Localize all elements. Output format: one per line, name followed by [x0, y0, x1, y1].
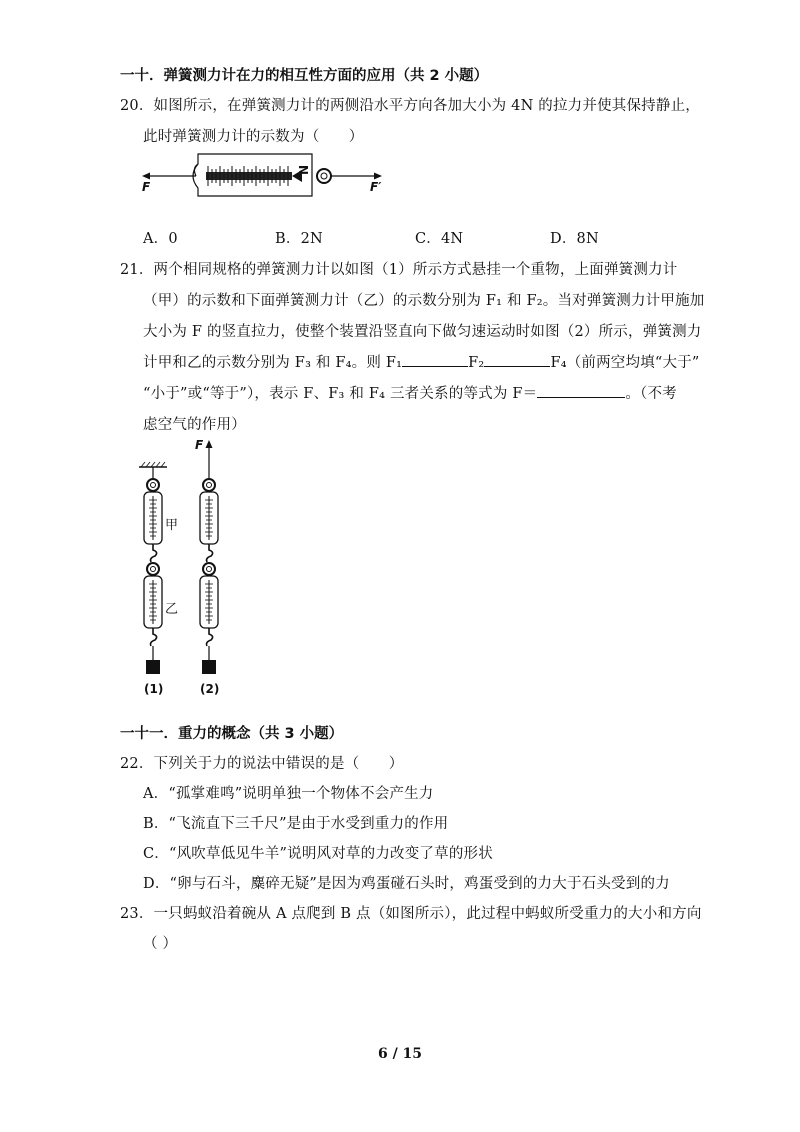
ring-4: [203, 563, 215, 575]
question-23-line2: （ ）: [143, 936, 178, 952]
blank-2[interactable]: [484, 352, 550, 367]
page-number: 6 / 15: [377, 1046, 423, 1062]
hook-4: [207, 628, 213, 646]
question-21-line6: 虑空气的作用）: [143, 417, 246, 433]
question-20-line2: 此时弹簧测力计的示数为（ ）: [143, 129, 364, 145]
question-23-line1: 23．一只蚂蚁沿着碗从 A 点爬到 B 点（如图所示），此过程中蚂蚁所受重力的大小和方向: [120, 906, 702, 922]
vertical-spring-scales-figure: [135, 438, 235, 683]
scale-jia-label: 甲: [165, 518, 179, 533]
scale-ticks: [208, 166, 288, 186]
hook-1: [151, 544, 157, 562]
ring-3: [203, 479, 215, 491]
question-21-line4: 计甲和乙的示数分别为 F₃ 和 F₄。则 F₁ F₂ F₄（前两空均填“大于”: [143, 351, 700, 372]
hook-2: [151, 628, 157, 646]
figure-caption-1: (1): [144, 682, 164, 696]
question-21-line1: 21．两个相同规格的弹簧测力计以如图（1）所示方式悬挂一个重物，上面弹簧测力计: [120, 262, 678, 278]
question-21-line3: 大小为 F 的竖直拉力，使整个装置沿竖直向下做匀速运动时如图（2）所示，弹簧测力: [143, 324, 702, 340]
question-22-option-b: B．“飞流直下三千尺”是由于水受到重力的作用: [143, 816, 449, 832]
right-arrowhead: [374, 173, 382, 180]
blank-1[interactable]: [402, 352, 468, 367]
option-a: A．0: [143, 231, 178, 247]
right-ring: [317, 169, 331, 183]
section-heading-11: 一十一．重力的概念（共 3 小题）: [120, 726, 344, 742]
scale-bar: [206, 172, 292, 180]
ring-1: [147, 479, 159, 491]
option-d: D．8N: [550, 231, 599, 247]
spring-scale-horizontal-figure: [140, 150, 390, 200]
option-b: B．2N: [275, 231, 323, 247]
question-22-option-a: A．“孤掌难鸣”说明单独一个物体不会产生力: [143, 786, 434, 802]
figure-caption-2: (2): [200, 682, 220, 696]
ring-2: [147, 563, 159, 575]
figure-left-force-label: F: [142, 180, 151, 194]
weight-2: [202, 660, 216, 674]
figure-force-label: F: [195, 438, 204, 452]
section-heading: 一十．弹簧测力计在力的相互性方面的应用（共 2 小题）: [120, 68, 489, 84]
blank-3[interactable]: [537, 383, 625, 398]
question-21-line5: “小于”或“等于”），表示 F、F₃ 和 F₄ 三者关系的等式为 F＝ 。（不考: [143, 382, 677, 403]
weight-1: [146, 660, 160, 674]
left-arrowhead: [142, 173, 150, 180]
scale-unit-label: N: [297, 164, 312, 176]
scale-yi-label: 乙: [165, 602, 179, 617]
question-22-stem: 22．下列关于力的说法中错误的是（ ）: [120, 756, 404, 772]
right-ring-inner: [321, 173, 327, 179]
question-21-line2: （甲）的示数和下面弹簧测力计（乙）的示数分别为 F₁ 和 F₂。当对弹簧测力计甲施加: [143, 293, 705, 309]
hook-3: [207, 544, 213, 562]
option-c: C．4N: [415, 231, 464, 247]
question-22-option-c: C．“风吹草低见牛羊”说明风对草的力改变了草的形状: [143, 846, 493, 862]
figure-right-force-label: F′: [370, 180, 382, 194]
question-20-line1: 20．如图所示，在弹簧测力计的两侧沿水平方向各加大小为 4N 的拉力并使其保持静止，: [120, 98, 700, 114]
question-22-option-d: D．“卵与石斗，麋碎无疑”是因为鸡蛋碰石头时，鸡蛋受到的力大于石头受到的力: [143, 876, 670, 892]
up-arrowhead: [206, 440, 213, 448]
